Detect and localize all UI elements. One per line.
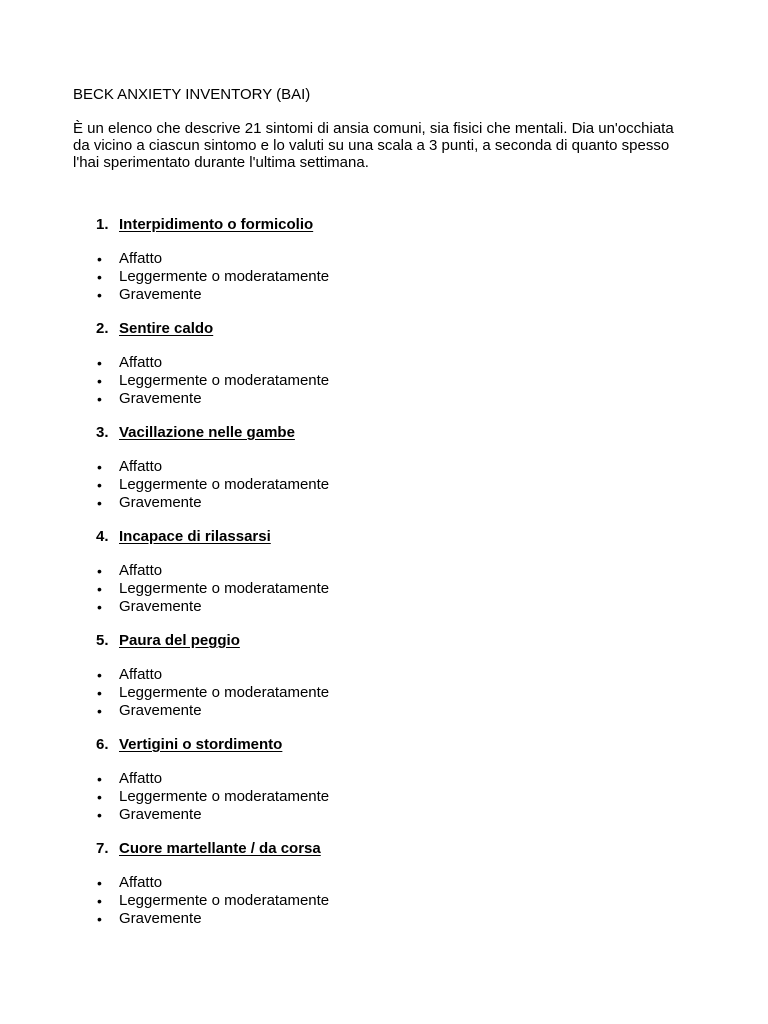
- option-list: [96, 458, 696, 512]
- symptom-heading: [96, 216, 696, 233]
- option-list: [96, 250, 696, 304]
- symptom-heading: [96, 528, 696, 545]
- option-affatto: • Affatto: [96, 562, 696, 580]
- option-list: [96, 666, 696, 720]
- option-affatto: • Affatto: [96, 354, 696, 372]
- symptom-heading: [96, 632, 696, 649]
- page-title: BECK ANXIETY INVENTORY (BAI): [73, 86, 311, 103]
- symptom-heading: [96, 736, 696, 753]
- option-leggermente: • Leggermente o moderatamente: [96, 372, 696, 390]
- symptom-number: 1.: [96, 216, 109, 233]
- option-gravemente: • Gravemente: [96, 806, 696, 824]
- symptom-name: Vertigini o stordimento: [119, 736, 283, 753]
- option-list: [96, 354, 696, 408]
- option-leggermente: • Leggermente o moderatamente: [96, 892, 696, 910]
- intro-line: da vicino a ciascun sintomo e lo valuti su una scala a 3 punti, a seconda di quanto spesso: [73, 137, 670, 154]
- symptom-item-6: [96, 736, 696, 824]
- option-gravemente: • Gravemente: [96, 910, 696, 928]
- option-affatto: • Affatto: [96, 250, 696, 268]
- option-affatto: • Affatto: [96, 666, 696, 684]
- symptom-item-3: [96, 424, 696, 512]
- symptom-name: Incapace di rilassarsi: [119, 528, 271, 545]
- symptom-number: 6.: [96, 736, 109, 753]
- symptom-name: Vacillazione nelle gambe: [119, 424, 295, 441]
- symptom-item-5: [96, 632, 696, 720]
- symptom-item-1: [96, 216, 696, 304]
- symptom-name: Sentire caldo: [119, 320, 214, 337]
- option-list: [96, 562, 696, 616]
- symptom-name: Paura del peggio: [119, 632, 240, 649]
- option-gravemente: • Gravemente: [96, 390, 696, 408]
- option-affatto: • Affatto: [96, 770, 696, 788]
- intro-line: È un elenco che descrive 21 sintomi di ansia comuni, sia fisici che mentali. Dia un'occhiata: [73, 120, 674, 137]
- symptom-item-4: [96, 528, 696, 616]
- symptom-heading: [96, 320, 696, 337]
- option-list: [96, 770, 696, 824]
- option-leggermente: • Leggermente o moderatamente: [96, 580, 696, 598]
- option-leggermente: • Leggermente o moderatamente: [96, 684, 696, 702]
- symptom-heading: [96, 424, 696, 441]
- symptom-name: Interpidimento o formicolio: [119, 216, 314, 233]
- symptom-number: 5.: [96, 632, 109, 649]
- option-leggermente: • Leggermente o moderatamente: [96, 476, 696, 494]
- symptom-heading: [96, 840, 696, 857]
- symptom-name: Cuore martellante / da corsa: [119, 840, 321, 857]
- option-leggermente: • Leggermente o moderatamente: [96, 268, 696, 286]
- option-gravemente: • Gravemente: [96, 702, 696, 720]
- symptom-number: 3.: [96, 424, 109, 441]
- option-list: [96, 874, 696, 928]
- option-leggermente: • Leggermente o moderatamente: [96, 788, 696, 806]
- symptom-number: 4.: [96, 528, 109, 545]
- intro-line: l'hai sperimentato durante l'ultima settimana.: [73, 154, 369, 171]
- symptom-number: 2.: [96, 320, 109, 337]
- symptom-item-7: [96, 840, 696, 928]
- option-gravemente: • Gravemente: [96, 286, 696, 304]
- option-gravemente: • Gravemente: [96, 598, 696, 616]
- symptom-number: 7.: [96, 840, 109, 857]
- option-gravemente: • Gravemente: [96, 494, 696, 512]
- option-affatto: • Affatto: [96, 458, 696, 476]
- intro-paragraph: [73, 120, 733, 171]
- option-affatto: • Affatto: [96, 874, 696, 892]
- symptom-item-2: [96, 320, 696, 408]
